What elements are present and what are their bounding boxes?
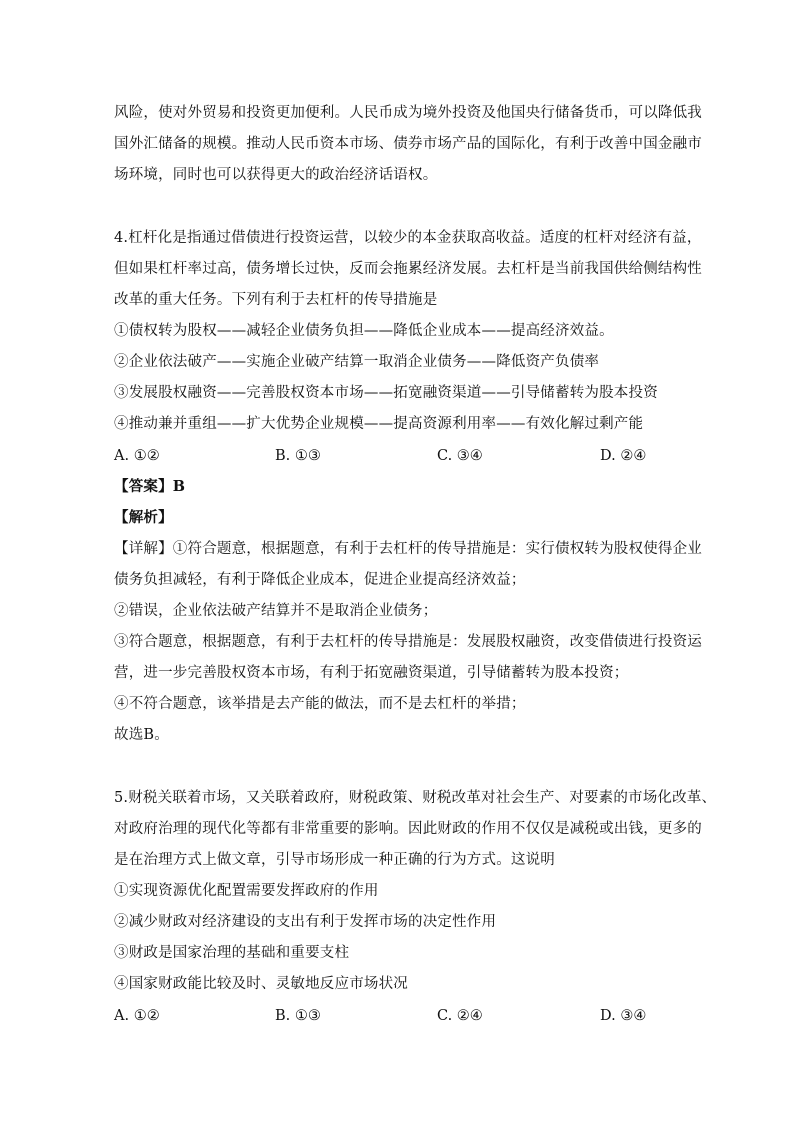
- q5-stem-line-2: 对政府治理的现代化等都有非常重要的影响。因此财政的作用不仅仅是减税或出钱，更多的: [114, 821, 702, 837]
- q5-option-c: C. ②④: [437, 1008, 483, 1024]
- q5-options: [114, 1006, 694, 1026]
- q4-answer: 【答案】B: [114, 478, 186, 495]
- intro-line-1: 风险，使对外贸易和投资更加便利。人民币成为境外投资及他国央行储备货币，可以降低我: [114, 105, 702, 121]
- intro-line-3: 场环境，同时也可以获得更大的政治经济话语权。: [114, 167, 438, 183]
- q5-item-1: ①实现资源优化配置需要发挥政府的作用: [114, 883, 379, 899]
- q4-stem-line-3: 改革的重大任务。下列有利于去杠杆的传导措施是: [114, 292, 438, 308]
- q4-item-1: ①债权转为股权——减轻企业债务负担——降低企业成本——提高经济效益。: [114, 323, 614, 339]
- q5-item-3: ③财政是国家治理的基础和重要支柱: [114, 945, 350, 961]
- intro-line-2: 国外汇储备的规模。推动人民币资本市场、债券市场产品的国际化，有利于改善中国金融市: [114, 136, 702, 152]
- q4-detail-line-7: 故选B。: [114, 727, 169, 743]
- q4-option-b: B. ①③: [275, 448, 321, 464]
- q4-option-d: D. ②④: [600, 448, 647, 464]
- q4-item-3: ③发展股权融资——完善股权资本市场——拓宽融资渠道——引导储蓄转为股本投资: [114, 385, 658, 401]
- q4-item-2: ②企业依法破产——实施企业破产结算一取消企业债务——降低资产负债率: [114, 354, 600, 370]
- q5-option-a: A. ①②: [114, 1008, 160, 1024]
- q4-option-a: A. ①②: [114, 448, 160, 464]
- q4-item-4: ④推动兼并重组——扩大优势企业规模——提高资源利用率——有效化解过剩产能: [114, 416, 644, 432]
- q5-stem-line-3: 是在治理方式上做文章，引导市场形成一种正确的行为方式。这说明: [114, 852, 555, 868]
- q5-option-b: B. ①③: [275, 1008, 321, 1024]
- q5-option-d: D. ③④: [600, 1008, 647, 1024]
- q5-item-2: ②减少财政对经济建设的支出有利于发挥市场的决定性作用: [114, 914, 497, 930]
- q4-detail-line-6: ④不符合题意，该举措是去产能的做法，而不是去杠杆的举措；: [114, 696, 526, 712]
- q5-item-4: ④国家财政能比较及时、灵敏地反应市场状况: [114, 976, 408, 992]
- q4-detail-line-1: 【详解】①符合题意，根据题意，有利于去杠杆的传导措施是：实行债权转为股权使得企业: [114, 541, 702, 557]
- q4-detail-line-2: 债务负担减轻，有利于降低企业成本，促进企业提高经济效益；: [114, 572, 526, 588]
- q5-stem-line-1: 5.财税关联着市场，又关联着政府，财税政策、财税改革对社会生产、对要素的市场化改革、: [114, 790, 717, 806]
- q4-detail-line-5: 营，进一步完善股权资本市场，有利于拓宽融资渠道，引导储蓄转为股本投资；: [114, 665, 629, 681]
- q4-stem-line-1: 4.杠杆化是指通过借债进行投资运营，以较少的本金获取高收益。适度的杠杆对经济有益，: [114, 230, 702, 246]
- q4-analysis-label: 【解析】: [114, 509, 173, 526]
- q4-stem-line-2: 但如果杠杆率过高，债务增长过快，反而会拖累经济发展。去杠杆是当前我国供给侧结构性: [114, 261, 702, 277]
- q4-detail-line-4: ③符合题意，根据题意，有利于去杠杆的传导措施是：发展股权融资，改变借债进行投资运: [114, 634, 702, 650]
- q4-options: [114, 446, 694, 466]
- q4-detail-line-3: ②错误，企业依法破产结算并不是取消企业债务；: [114, 603, 438, 619]
- q4-option-c: C. ③④: [437, 448, 483, 464]
